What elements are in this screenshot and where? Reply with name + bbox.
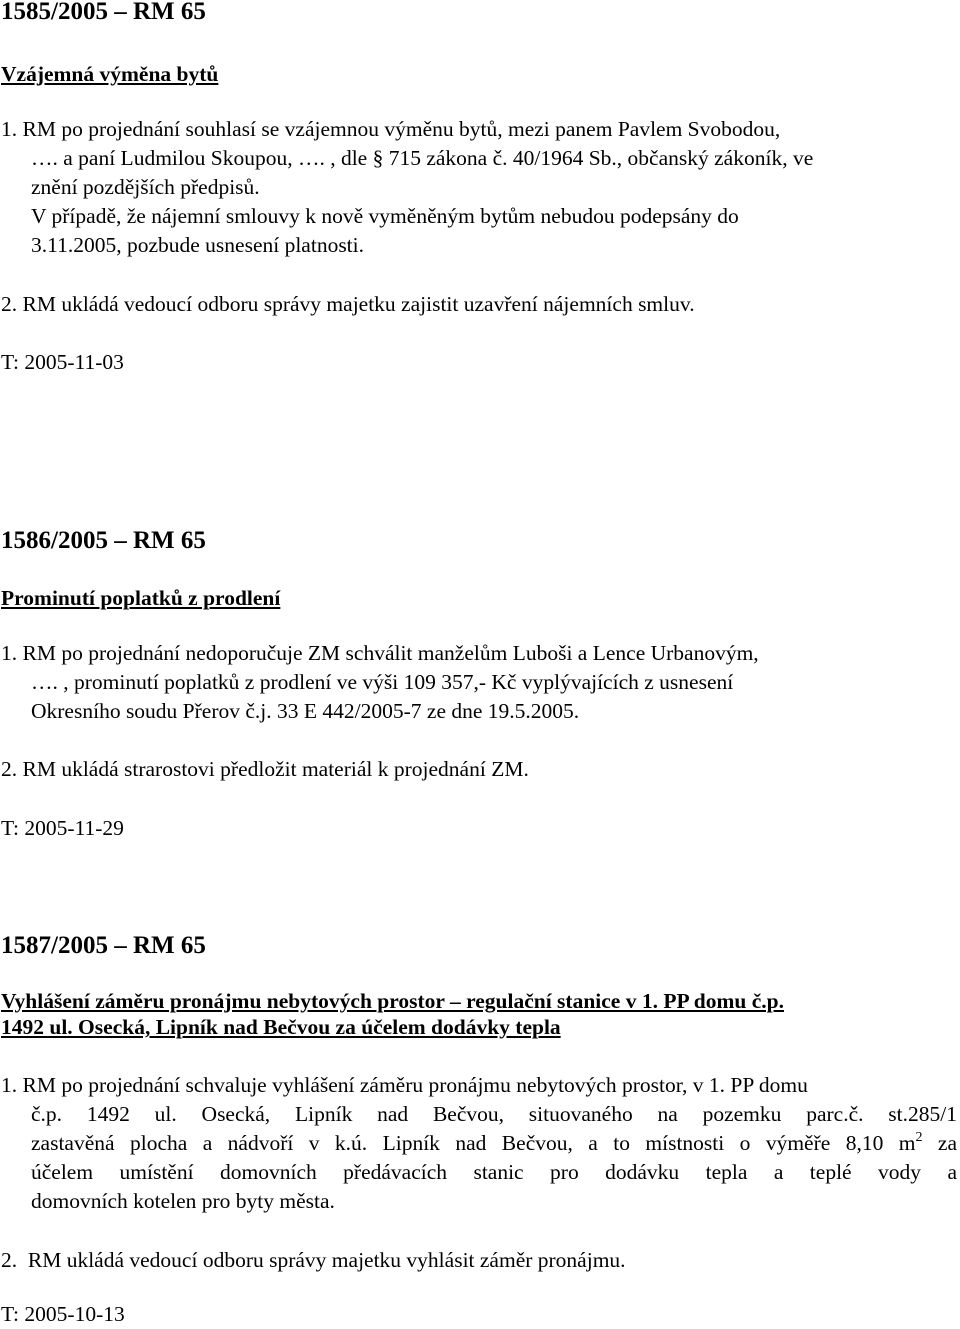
resolution-title: Vzájemná výměna bytů — [1, 62, 219, 86]
item-text: V případě, že nájemní smlouvy k nově vyměněným bytům nebudou podepsány do — [31, 204, 739, 228]
item-text: č.p. 1492 ul. Osecká, Lipník nad Bečvou, situovaného na pozemku parc.č. st.285/1 — [31, 1102, 957, 1126]
item-number: 2. — [1, 292, 18, 316]
deadline: T: 2005-10-13 — [1, 1302, 125, 1326]
item-text: zastavěná plocha a nádvoří v k.ú. Lipník nad Bečvou, a to místnosti o výměře 8,10 $m^2$ za — [31, 1130, 957, 1155]
deadline: T: 2005-11-29 — [1, 816, 124, 840]
item-text: znění pozdějších předpisů. — [31, 175, 260, 199]
item-number: 1. — [1, 641, 18, 665]
item-text: RM po projednání schvaluje vyhlášení záměru pronájmu nebytových prostor, v 1. PP domu — [22, 1073, 808, 1097]
list-item — [1, 292, 695, 317]
item-number: 1. — [1, 1073, 18, 1097]
item-text: 3.11.2005, pozbude usnesení platnosti. — [31, 233, 365, 257]
item-number: 2. — [1, 1248, 18, 1272]
item-text: RM ukládá strarostovi předložit materiál k projednání ZM. — [22, 757, 529, 781]
item-text: RM po projednání souhlasí se vzájemnou výměnu bytů, mezi panem Pavlem Svobodou, — [22, 117, 781, 141]
resolution-title: Vyhlášení záměru pronájmu nebytových prostor – regulační stanice v 1. PP domu č.p. — [1, 989, 784, 1013]
item-text: domovních kotelen pro byty města. — [31, 1189, 335, 1213]
superscript: 2 — [915, 1130, 923, 1145]
resolution-number: 1587/2005 – RM 65 — [1, 932, 206, 959]
item-text: Okresního soudu Přerov č.j. 33 E 442/2005-7 ze dne 19.5.2005. — [31, 699, 580, 723]
list-item — [1, 641, 759, 666]
resolution-title: 1492 ul. Osecká, Lipník nad Bečvou za účelem dodávky tepla — [1, 1015, 561, 1039]
list-item — [1, 117, 780, 142]
item-text: …. a paní Ludmilou Skoupou, …. , dle § 715 zákona č. 40/1964 Sb., občanský zákoník, ve — [31, 146, 814, 170]
list-item — [1, 1073, 808, 1098]
resolution-title: Prominutí poplatků z prodlení — [1, 586, 281, 610]
list-item — [1, 1248, 626, 1273]
list-item — [1, 757, 529, 782]
item-text: RM ukládá vedoucí odboru správy majetku zajistit uzavření nájemních smluv. — [22, 292, 695, 316]
deadline: T: 2005-11-03 — [1, 350, 124, 374]
item-text: …. , prominutí poplatků z prodlení ve výši 109 357,- Kč vyplývajících z usnesení — [31, 670, 734, 694]
resolution-number: 1586/2005 – RM 65 — [1, 527, 206, 554]
item-text: RM po projednání nedoporučuje ZM schválit manželům Luboši a Lence Urbanovým, — [22, 641, 759, 665]
item-number: 2. — [1, 757, 18, 781]
resolution-number: 1585/2005 – RM 65 — [1, 0, 206, 25]
item-text: účelem umístění domovních předávacích stanic pro dodávku tepla a teplé vody a — [31, 1160, 957, 1184]
item-text: RM ukládá vedoucí odboru správy majetku vyhlásit záměr pronájmu. — [27, 1248, 626, 1272]
item-number: 1. — [1, 117, 18, 141]
